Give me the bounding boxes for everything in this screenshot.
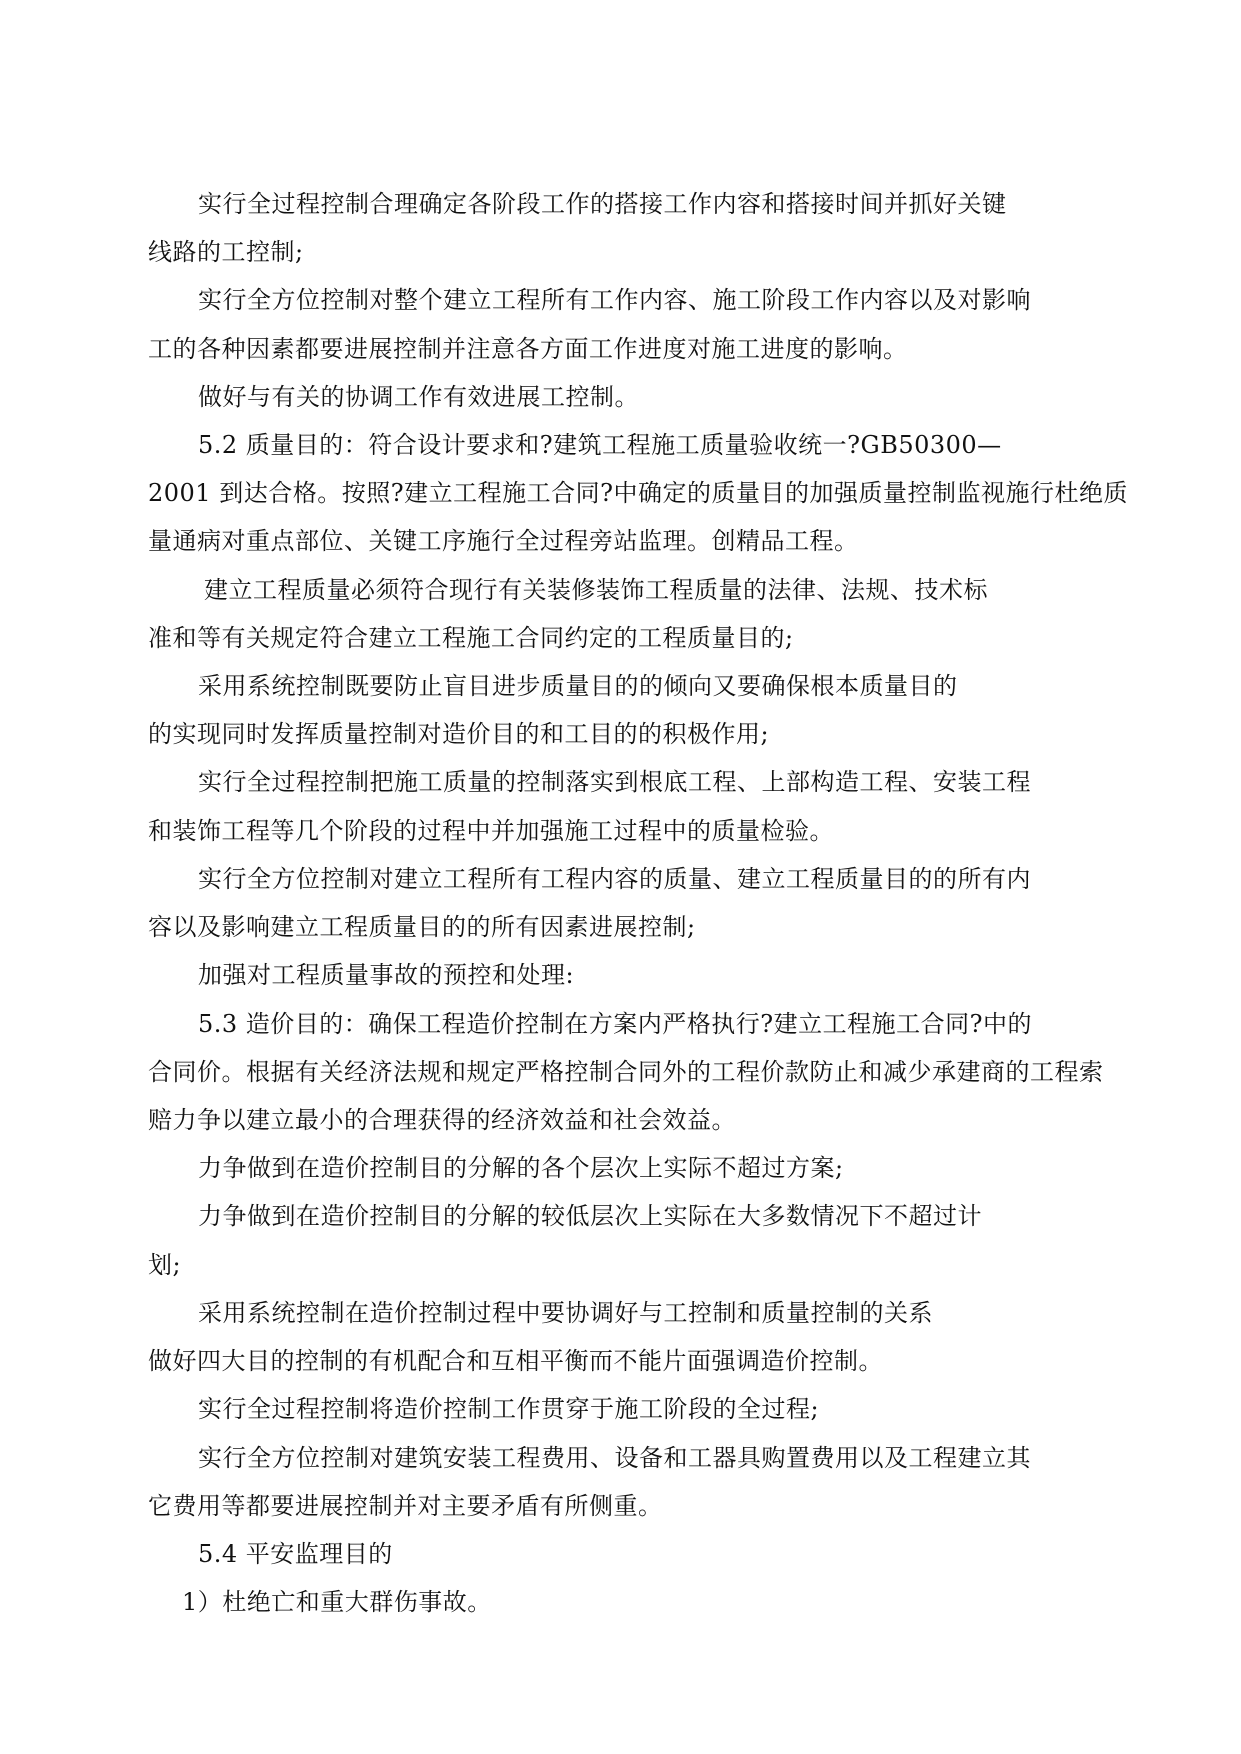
section-heading-5-4: 5.4 平安监理目的 [198, 1540, 393, 1568]
text-line: 实行全方位控制对整个建立工程所有工作内容、施工阶段工作内容以及对影响 [198, 286, 1031, 314]
text-line: 实行全方位控制对建立工程所有工程内容的质量、建立工程质量目的的所有内 [198, 865, 1031, 893]
section-heading-5-2: 5.2 质量目的：符合设计要求和?建筑工程施工质量验收统一?GB50300— [198, 431, 1002, 459]
text-line: 量通病对重点部位、关键工序施行全过程旁站监理。创精品工程。 [148, 527, 859, 555]
text-line: 实行全过程控制合理确定各阶段工作的搭接工作内容和搭接时间并抓好关键 [198, 190, 1007, 218]
text-line: 力争做到在造价控制目的分解的各个层次上实际不超过方案; [198, 1154, 844, 1182]
text-line: 赔力争以建立最小的合理获得的经济效益和社会效益。 [148, 1106, 736, 1134]
text-line: 线路的工控制; [148, 238, 304, 266]
text-line: 实行全过程控制将造价控制工作贯穿于施工阶段的全过程; [198, 1395, 820, 1423]
list-item: 1）杜绝亡和重大群伤事故。 [182, 1588, 492, 1616]
section-heading-5-3: 5.3 造价目的：确保工程造价控制在方案内严格执行?建立工程施工合同?中的 [198, 1010, 1033, 1038]
text-line: 做好与有关的协调工作有效进展工控制。 [198, 383, 639, 411]
text-line: 容以及影响建立工程质量目的的所有因素进展控制; [148, 913, 696, 941]
text-line: 和装饰工程等几个阶段的过程中并加强施工过程中的质量检验。 [148, 817, 834, 845]
text-line: 划; [148, 1251, 182, 1279]
text-line: 合同价。根据有关经济法规和规定严格控制合同外的工程价款防止和减少承建商的工程索 [148, 1058, 1104, 1086]
text-line: 2001 到达合格。按照?建立工程施工合同?中确定的质量目的加强质量控制监视施行杜绝质 [148, 479, 1128, 507]
text-line: 采用系统控制既要防止盲目进步质量目的的倾向又要确保根本质量目的 [198, 672, 958, 700]
text-line: 的实现同时发挥质量控制对造价目的和工目的的积极作用; [148, 720, 770, 748]
text-line: 工的各种因素都要进展控制并注意各方面工作进度对施工进度的影响。 [148, 335, 908, 363]
text-line: 加强对工程质量事故的预控和处理: [198, 961, 575, 989]
text-line: 实行全方位控制对建筑安装工程费用、设备和工器具购置费用以及工程建立其 [198, 1444, 1031, 1472]
text-line: 建立工程质量必须符合现行有关装修装饰工程质量的法律、法规、技术标 [204, 576, 988, 604]
text-line: 准和等有关规定符合建立工程施工合同约定的工程质量目的; [148, 624, 794, 652]
text-line: 做好四大目的控制的有机配合和互相平衡而不能片面强调造价控制。 [148, 1347, 883, 1375]
text-line: 力争做到在造价控制目的分解的较低层次上实际在大多数情况下不超过计 [198, 1202, 982, 1230]
text-line: 实行全过程控制把施工质量的控制落实到根底工程、上部构造工程、安装工程 [198, 768, 1031, 796]
text-line: 采用系统控制在造价控制过程中要协调好与工控制和质量控制的关系 [198, 1299, 933, 1327]
text-line: 它费用等都要进展控制并对主要矛盾有所侧重。 [148, 1492, 663, 1520]
